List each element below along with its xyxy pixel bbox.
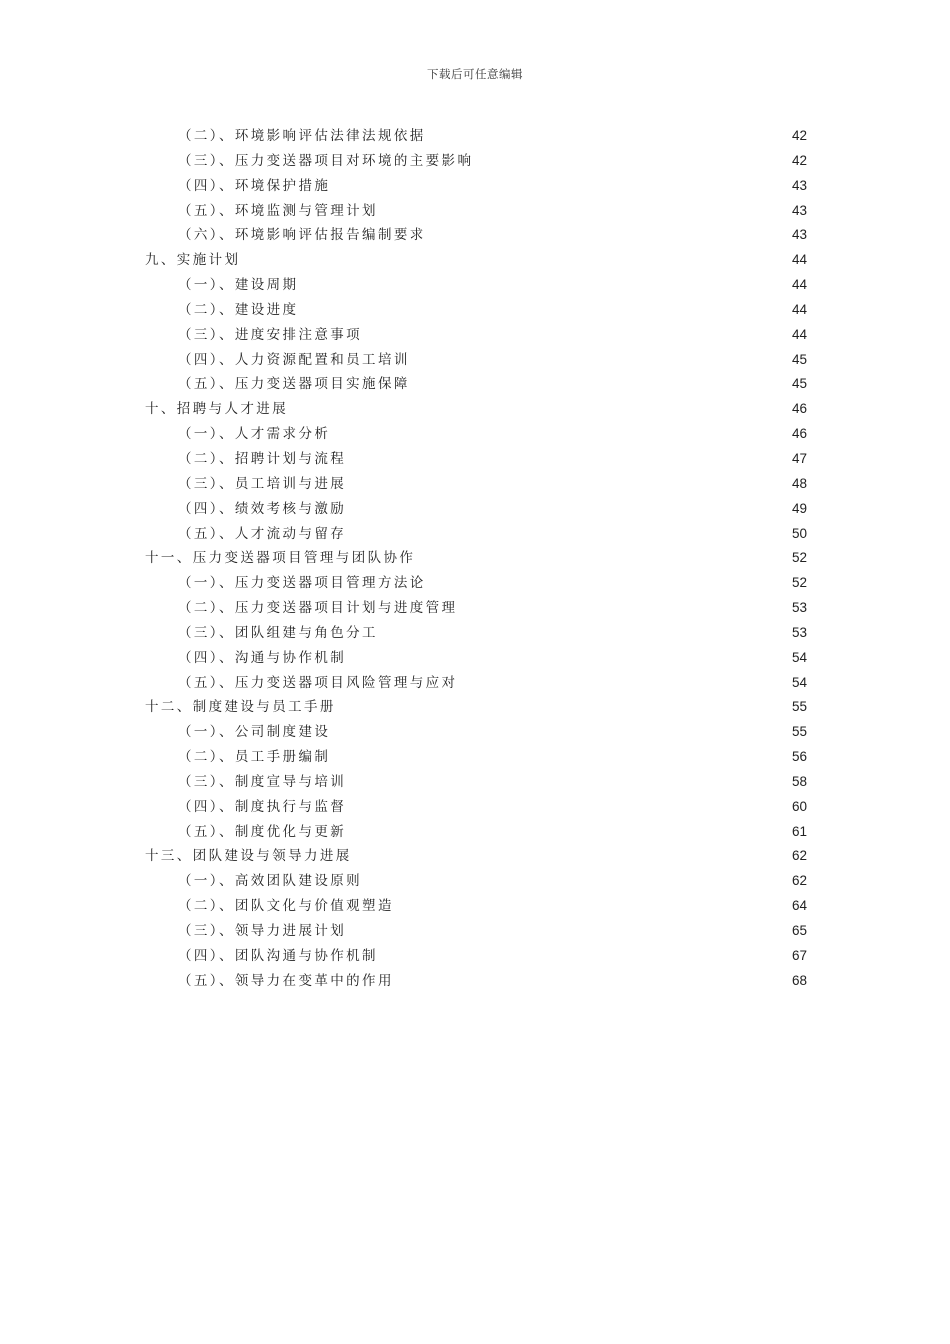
toc-dot-leader: [416, 546, 791, 571]
toc-dot-leader: [347, 795, 791, 820]
toc-entry[interactable]: [145, 124, 807, 149]
toc-entry-page-number: 43: [791, 177, 807, 193]
toc-entry-page-number: 62: [791, 848, 807, 864]
toc-entry-page-number: 55: [791, 724, 807, 740]
toc-entry-title: （二）、压力变送器项目计划与进度管理: [178, 600, 458, 617]
toc-entry-title: （五）、压力变送器项目风险管理与应对: [178, 674, 458, 691]
toc-entry[interactable]: [145, 944, 807, 969]
toc-entry-title: 十三、团队建设与领导力进展: [145, 848, 352, 865]
toc-entry-title: 九、实施计划: [145, 252, 241, 269]
toc-entry-title: （四）、制度执行与监督: [178, 798, 347, 815]
toc-entry-title: （四）、团队沟通与协作机制: [178, 947, 378, 964]
toc-dot-leader: [331, 745, 791, 770]
toc-dot-leader: [427, 124, 791, 149]
toc-entry-title: （五）、制度优化与更新: [178, 823, 347, 840]
toc-entry-page-number: 47: [791, 450, 807, 466]
toc-dot-leader: [395, 969, 791, 994]
toc-dot-leader: [411, 372, 791, 397]
toc-entry[interactable]: [145, 770, 807, 795]
toc-entry-title: （三）、进度安排注意事项: [178, 326, 363, 343]
toc-entry-title: （四）、绩效考核与激励: [178, 500, 347, 517]
toc-entry-page-number: 44: [791, 252, 807, 268]
toc-dot-leader: [337, 695, 791, 720]
toc-entry[interactable]: [145, 919, 807, 944]
toc-entry-title: （三）、压力变送器项目对环境的主要影响: [178, 152, 474, 169]
toc-entry[interactable]: [145, 745, 807, 770]
toc-dot-leader: [411, 348, 791, 373]
toc-dot-leader: [299, 298, 791, 323]
toc-dot-leader: [427, 571, 791, 596]
toc-entry-page-number: 52: [791, 550, 807, 566]
toc-entry-page-number: 54: [791, 674, 807, 690]
toc-entry-title: （二）、团队文化与价值观塑造: [178, 898, 394, 915]
toc-entry-page-number: 46: [791, 401, 807, 417]
toc-dot-leader: [458, 671, 791, 696]
toc-entry[interactable]: [145, 372, 807, 397]
toc-entry[interactable]: [145, 422, 807, 447]
toc-entry[interactable]: [145, 497, 807, 522]
toc-dot-leader: [363, 323, 791, 348]
toc-entry[interactable]: [145, 969, 807, 994]
toc-dot-leader: [289, 397, 791, 422]
toc-entry-title: （一）、高效团队建设原则: [178, 873, 363, 890]
toc-entry[interactable]: [145, 571, 807, 596]
toc-dot-leader: [331, 422, 791, 447]
toc-entry-page-number: 61: [791, 823, 807, 839]
toc-entry-page-number: 53: [791, 600, 807, 616]
toc-entry-page-number: 56: [791, 749, 807, 765]
toc-entry-title: （三）、领导力进展计划: [178, 923, 347, 939]
toc-entry[interactable]: [145, 820, 807, 845]
toc-entry-page-number: 50: [791, 525, 807, 541]
toc-dot-leader: [353, 844, 791, 869]
toc-entry[interactable]: [145, 844, 807, 869]
toc-entry[interactable]: [145, 621, 807, 646]
toc-entry[interactable]: [145, 646, 807, 671]
toc-dot-leader: [427, 223, 791, 248]
toc-entry[interactable]: [145, 174, 807, 199]
toc-entry-title: （二）、环境影响评估法律法规依据: [178, 128, 426, 144]
toc-dot-leader: [379, 944, 791, 969]
toc-dot-leader: [347, 522, 791, 547]
toc-entry-page-number: 58: [791, 773, 807, 789]
toc-entry-page-number: 64: [791, 898, 807, 914]
toc-entry-page-number: 42: [791, 128, 807, 143]
toc-entry-title: （一）、人才需求分析: [178, 426, 331, 443]
toc-dot-leader: [241, 248, 791, 273]
toc-entry-page-number: 44: [791, 277, 807, 293]
toc-entry[interactable]: [145, 149, 807, 174]
toc-entry-title: 十、招聘与人才进展: [145, 401, 289, 418]
toc-entry-title: （五）、环境监测与管理计划: [178, 202, 378, 219]
page-header: 下载后可任意编辑: [427, 67, 523, 81]
toc-dot-leader: [363, 869, 791, 894]
toc-dot-leader: [395, 894, 791, 919]
toc-entry[interactable]: [145, 447, 807, 472]
toc-dot-leader: [474, 149, 791, 174]
toc-entry-title: （二）、员工手册编制: [178, 749, 331, 766]
toc-entry-title: （一）、压力变送器项目管理方法论: [178, 575, 426, 592]
toc-entry-title: 十一、压力变送器项目管理与团队协作: [145, 550, 416, 567]
toc-entry-title: （三）、制度宣导与培训: [178, 773, 347, 790]
toc-entry-title: （二）、建设进度: [178, 301, 299, 318]
toc-entry-title: （一）、公司制度建设: [178, 724, 331, 741]
toc-dot-leader: [379, 199, 791, 224]
toc-entry-page-number: 46: [791, 426, 807, 442]
toc-entry-page-number: 45: [791, 376, 807, 392]
toc-entry-page-number: 45: [791, 351, 807, 367]
toc-entry-page-number: 54: [791, 649, 807, 665]
toc-entry-title: （四）、沟通与协作机制: [178, 649, 347, 666]
toc-entry-page-number: 44: [791, 301, 807, 317]
toc-entry-page-number: 48: [791, 475, 807, 491]
toc-entry-title: （五）、领导力在变革中的作用: [178, 972, 394, 989]
toc-entry-page-number: 65: [791, 923, 807, 938]
toc-dot-leader: [299, 273, 791, 298]
toc-entry-title: （四）、人力资源配置和员工培训: [178, 351, 410, 368]
toc-entry-page-number: 67: [791, 947, 807, 963]
toc-dot-leader: [347, 919, 791, 944]
toc-entry[interactable]: [145, 546, 807, 571]
toc-entry-page-number: 44: [791, 326, 807, 342]
toc-entry-page-number: 43: [791, 202, 807, 218]
toc-entry-title: （二）、招聘计划与流程: [178, 450, 347, 467]
toc-dot-leader: [458, 596, 791, 621]
toc-entry[interactable]: [145, 522, 807, 547]
toc-entry-title: （五）、人才流动与留存: [178, 525, 347, 542]
toc-entry-title: （四）、环境保护措施: [178, 177, 331, 194]
toc-entry[interactable]: [145, 596, 807, 621]
toc-entry[interactable]: [145, 671, 807, 696]
toc-entry[interactable]: [145, 223, 807, 248]
toc-entry[interactable]: [145, 199, 807, 224]
toc-entry-title: （六）、环境影响评估报告编制要求: [178, 227, 426, 244]
toc-entry[interactable]: [145, 472, 807, 497]
toc-entry-page-number: 49: [791, 500, 807, 516]
toc-entry-title: （五）、压力变送器项目实施保障: [178, 376, 410, 393]
toc-dot-leader: [347, 820, 791, 845]
toc-entry-page-number: 52: [791, 575, 807, 591]
toc-entry-page-number: 68: [791, 972, 807, 988]
toc-entry[interactable]: [145, 323, 807, 348]
toc-entry-title: （一）、建设周期: [178, 277, 299, 294]
toc-entry[interactable]: [145, 720, 807, 745]
toc-dot-leader: [347, 646, 791, 671]
toc-entry-title: （三）、团队组建与角色分工: [178, 624, 378, 641]
toc-entry[interactable]: [145, 248, 807, 273]
toc-dot-leader: [347, 770, 791, 795]
toc-entry[interactable]: [145, 298, 807, 323]
table-of-contents: [145, 124, 807, 994]
toc-dot-leader: [331, 174, 791, 199]
toc-entry-page-number: 55: [791, 699, 807, 715]
toc-dot-leader: [347, 472, 791, 497]
toc-entry-page-number: 53: [791, 624, 807, 640]
toc-entry[interactable]: [145, 894, 807, 919]
toc-entry-page-number: 43: [791, 227, 807, 243]
toc-entry-title: 十二、制度建设与员工手册: [145, 699, 336, 716]
toc-dot-leader: [347, 497, 791, 522]
toc-entry[interactable]: [145, 273, 807, 298]
toc-entry-page-number: 42: [791, 152, 807, 168]
toc-dot-leader: [331, 720, 791, 745]
toc-entry-page-number: 60: [791, 798, 807, 814]
toc-entry[interactable]: [145, 795, 807, 820]
toc-entry[interactable]: [145, 397, 807, 422]
toc-dot-leader: [347, 447, 791, 472]
toc-dot-leader: [379, 621, 791, 646]
toc-entry-page-number: 62: [791, 873, 807, 889]
toc-entry-title: （三）、员工培训与进展: [178, 475, 347, 492]
toc-entry[interactable]: [145, 869, 807, 894]
toc-entry[interactable]: [145, 348, 807, 373]
toc-entry[interactable]: [145, 695, 807, 720]
